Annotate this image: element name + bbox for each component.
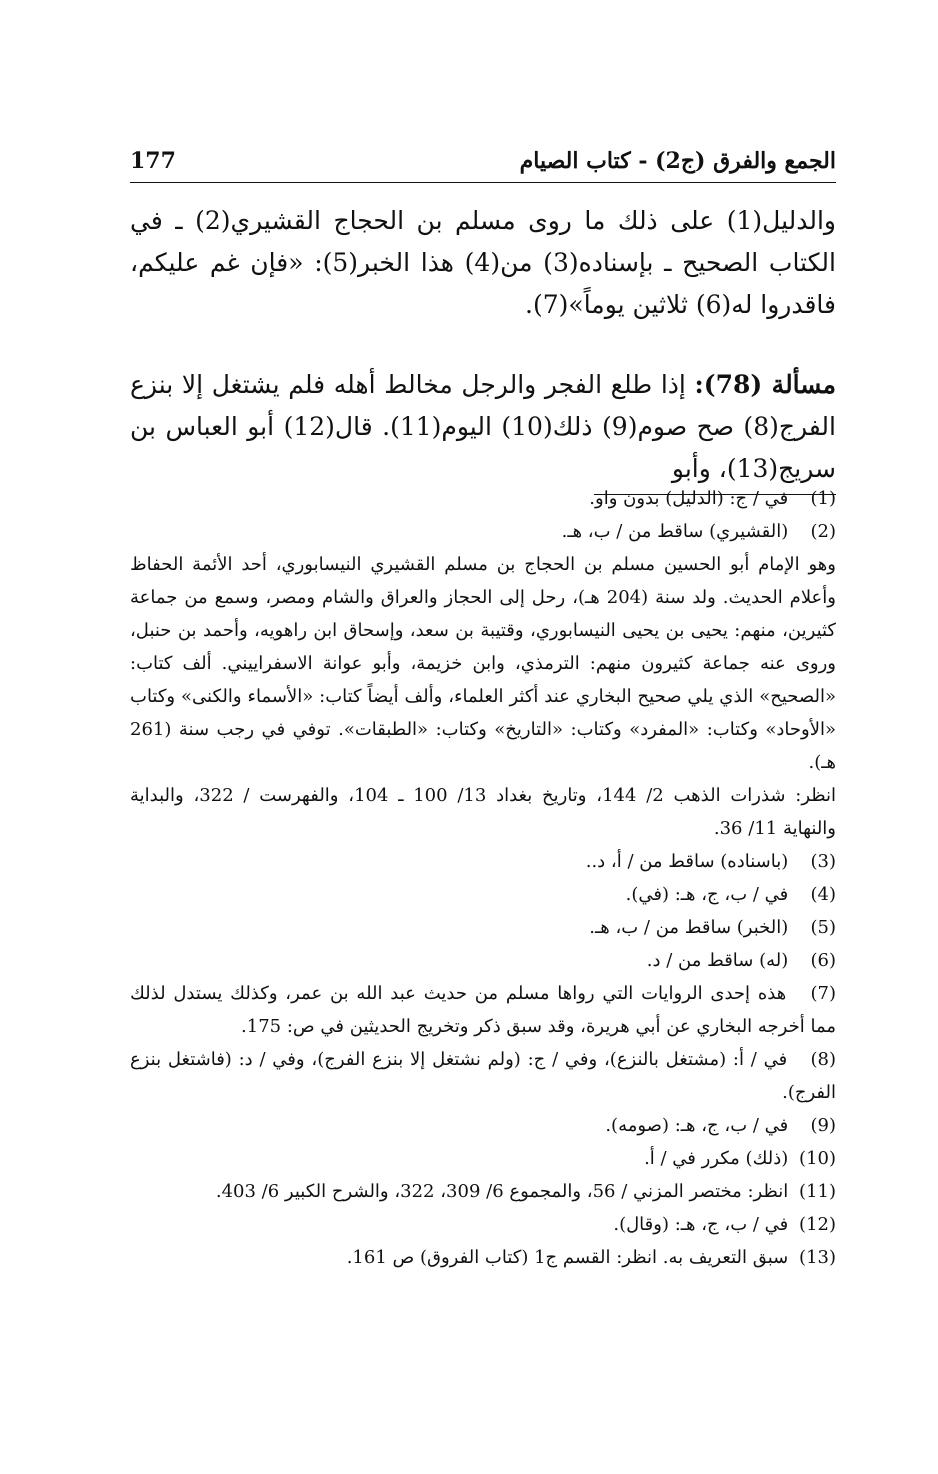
footnote-biography: وهو الإمام أبو الحسين مسلم بن الحجاج بن مسلم القشيري النيسابوري، أحد الأئمة الحفاظ وأعلام الحديث. ولد سنة (204 هـ)، رحل إلى الحجاز والعراق والشام ومصر، وسمع من جماعة كثيرين، منهم: يحيى بن يحيى النيسابوري، وقتيبة بن سعد، وإسحاق ابن راهويه، وأحمد بن حنبل، وروى عنه جماعة كثيرون منهم: الترمذي، وابن خزيمة، وأبو عوانة الاسفراييني. ألف كتاب: «الصحيح» الذي يلي صحيح البخاري عند أكثر العلماء، وألف أيضاً كتاب: «الأسماء والكنى» وكتاب «الأوحاد» وكتاب: «المفرد» وكتاب: «التاريخ» وكتاب: «الطبقات». توفي في رجب سنة (261 هـ). [130,554,836,773]
footnote [130,845,836,878]
running-header [130,148,836,183]
footnote-text: انظر: مختصر المزني / 56، والمجموع 6/ 309، 322، والشرح الكبير 6/ 403. [215,1181,789,1202]
footnote-text: في / ب، ج، هـ: (وقال). [613,1214,789,1235]
footnote-text: في / ب، ج، هـ: (في). [625,884,789,905]
footnote-number: (7) [810,983,836,1004]
footnote-text: في / أ: (مشتغل بالنزع)، وفي / ج: (ولم نشتغل إلا بنزع الفرج)، وفي / د: (فاشتغل بنزع الفرج). [130,1049,836,1103]
main-text [130,200,836,490]
footnote-text: في / ب، ج، هـ: (صومه). [605,1115,789,1136]
footnote [130,1175,836,1208]
footnote-number: (12) [799,1214,836,1235]
footnote-text: (ذلك) مكرر في / أ. [644,1148,789,1169]
footnote-text: هذه إحدى الروايات التي رواها مسلم من حديث عبد الله بن عمر، وكذلك يستدل لذلك مما أخرجه البخاري عن أبي هريرة، وقد سبق ذكر وتخريج الحديثين في ص: 175. [130,983,836,1037]
footnote-text: في / ج: (الدليل) بدون واو. [589,488,789,509]
footnote [130,878,836,911]
footnote-text: (القشيري) ساقط من / ب، هـ. [561,521,789,542]
footnote-text: سبق التعريف به. انظر: القسم ج1 (كتاب الفروق) ص 161. [346,1247,789,1268]
footnote [130,944,836,977]
issue-paragraph [130,364,836,490]
page-number: 177 [130,148,176,174]
footnote-references: انظر: شذرات الذهب 2/ 144، وتاريخ بغداد 13/ 100 ـ 104، والفهرست / 322، والبداية والنهاية 11/ 36. [130,785,837,839]
footnote-text: (باسناده) ساقط من / أ، د.. [585,851,789,872]
footnote-number: (11) [799,1181,836,1202]
footnote-number: (9) [810,1115,836,1136]
footnote-number: (6) [810,950,836,971]
running-title: الجمع والفرق (ج2) - كتاب الصيام [519,148,836,174]
footnote-number: (2) [810,521,836,542]
evidence-paragraph: والدليل(1) على ذلك ما روى مسلم بن الحجاج القشيري(2) ـ في الكتاب الصحيح ـ بإسناده(3) من(4) هذا الخبر(5): «فإن غم عليكم، فاقدروا له(6) ثلاثين يوماً»(7). [130,206,836,319]
footnote [130,482,836,515]
footnote [130,1109,836,1142]
footnote-text: (الخبر) ساقط من / ب، هـ. [589,917,789,938]
footnote-number: (13) [799,1247,836,1268]
issue-text: إذا طلع الفجر والرجل مخالط أهله فلم يشتغل إلا بنزع الفرج(8) صح صوم(9) ذلك(10) اليوم(11). قال(12) أبو العباس بن سريج(13)، وأبو [130,370,836,483]
footnote [130,1043,836,1109]
footnote [130,515,836,548]
footnote [130,1241,836,1274]
footnote [130,911,836,944]
footnote [130,1142,836,1175]
footnotes [130,482,836,1274]
footnote-number: (4) [810,884,836,905]
footnote [130,1208,836,1241]
footnote [130,977,836,1043]
issue-label: مسألة (78): [694,370,836,399]
footnote-number: (1) [810,488,836,509]
footnote-number: (3) [810,851,836,872]
footnote-number: (8) [810,1049,836,1070]
footnote-text: (له) ساقط من / د. [646,950,789,971]
footnote-number: (10) [799,1148,836,1169]
footnote-number: (5) [810,917,836,938]
